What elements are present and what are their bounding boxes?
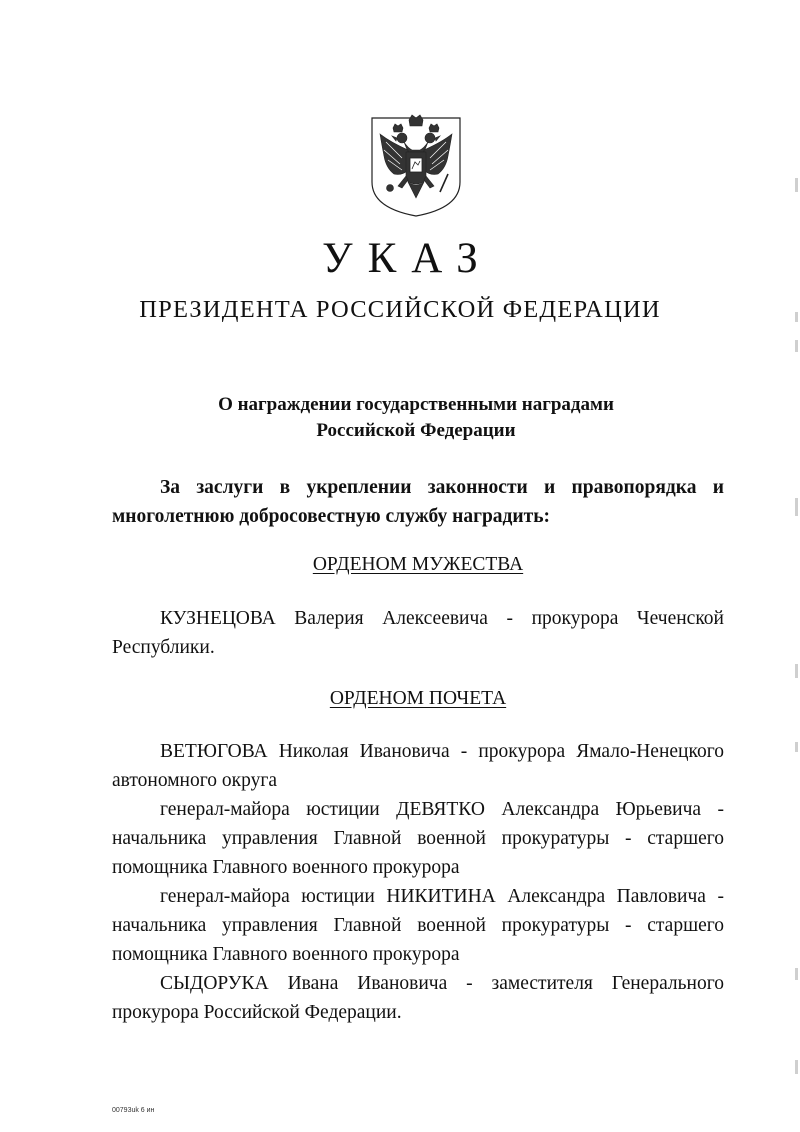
scan-edge-mark (795, 340, 798, 352)
recipient-line: Республики. (112, 637, 215, 658)
preamble-line: многолетнюю добросовестную службу наградить: (112, 506, 551, 527)
scan-edge-mark (795, 742, 798, 752)
recipient-line: начальника управления Главной военной прокуратуры - старшего (112, 828, 724, 849)
scan-edge-mark (795, 312, 798, 322)
recipient-entry (112, 969, 724, 1027)
recipient-entry (112, 882, 724, 969)
recipient-entry (112, 737, 724, 795)
recipient-line: начальника управления Главной военной прокуратуры - старшего (112, 915, 724, 936)
order-heading-courage: ОРДЕНОМ МУЖЕСТВА (312, 554, 524, 575)
recipient-line: ВЕТЮГОВА Николая Ивановича - прокурора Ямало-Ненецкого (160, 741, 724, 762)
recipient-line: генерал-майора юстиции НИКИТИНА Александра Павловича - (160, 886, 724, 907)
preamble-line: За заслуги в укреплении законности и правопорядка и (160, 477, 724, 498)
coat-of-arms-icon (368, 112, 464, 218)
order-heading-honor: ОРДЕНОМ ПОЧЕТА (329, 688, 507, 709)
scan-edge-mark (795, 1060, 798, 1074)
scan-edge-mark (795, 968, 798, 980)
decree-subject (100, 392, 732, 444)
document-issuer: ПРЕЗИДЕНТА РОССИЙСКОЙ ФЕДЕРАЦИИ (139, 296, 661, 323)
recipient-line: помощника Главного военного прокурора (112, 944, 460, 965)
recipient-entry (112, 795, 724, 882)
recipient-line: помощника Главного военного прокурора (112, 857, 460, 878)
recipient-list-honor (112, 737, 724, 1027)
scan-edge-mark (795, 664, 798, 678)
subject-line: О награждении государственными наградами (218, 394, 614, 415)
preamble (112, 473, 724, 531)
document-code: 00793uk 6 ин (112, 1107, 155, 1114)
scan-edge-mark (795, 178, 798, 192)
recipient-entry (112, 604, 724, 662)
recipient-line: автономного округа (112, 770, 277, 791)
document-type: УКАЗ (322, 235, 493, 282)
recipient-line: генерал-майора юстиции ДЕВЯТКО Александра Юрьевича - (160, 799, 724, 820)
recipient-line: КУЗНЕЦОВА Валерия Алексеевича - прокурора Чеченской (160, 608, 724, 629)
recipient-line: прокурора Российской Федерации. (112, 1002, 402, 1023)
subject-line: Российской Федерации (316, 420, 516, 441)
recipient-line: СЫДОРУКА Ивана Ивановича - заместителя Генерального (160, 973, 724, 994)
scan-edge-mark (795, 498, 798, 516)
